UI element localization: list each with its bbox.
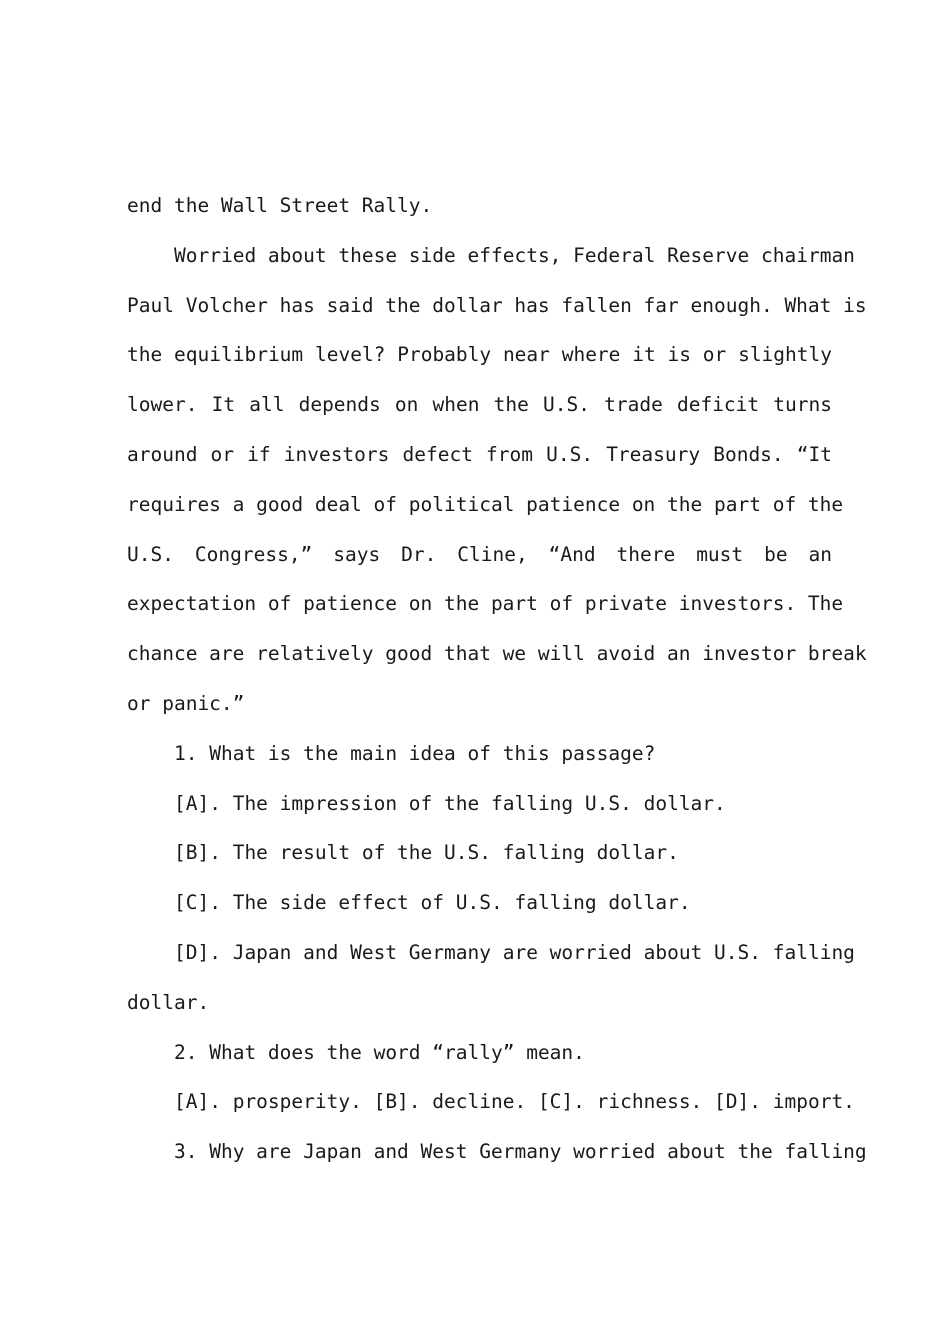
passage-line: Paul Volcher has said the dollar has fallen far enough. What is: [127, 293, 867, 317]
question-1-option-d-continued: dollar.: [127, 990, 210, 1014]
document-body: [127, 193, 867, 1189]
passage-line: expectation of patience on the part of private investors. The: [127, 592, 844, 616]
passage-line: Worried about these side effects, Federal Reserve chairman: [174, 243, 855, 267]
passage-line: the equilibrium level? Probably near where it is or slightly: [127, 343, 832, 367]
question-2-stem: 2. What does the word “rally” mean.: [174, 1040, 585, 1064]
passage-line: lower. It all depends on when the U.S. trade deficit turns: [127, 393, 832, 417]
question-1-option-b: [B]. The result of the U.S. falling dollar.: [174, 841, 679, 865]
question-1-option-a: [A]. The impression of the falling U.S. dollar.: [174, 791, 726, 815]
question-1-stem: 1. What is the main idea of this passage?: [174, 741, 656, 765]
passage-line: around or if investors defect from U.S. Treasury Bonds. “It: [127, 442, 832, 466]
passage-line: U.S. Congress,” says Dr. Cline, “And there must be an: [127, 542, 832, 566]
question-2-options: [A]. prosperity. [B]. decline. [C]. richness. [D]. import.: [174, 1090, 855, 1114]
passage-line: end the Wall Street Rally.: [127, 194, 433, 217]
question-1-option-d: [D]. Japan and West Germany are worried about U.S. falling: [174, 940, 855, 964]
passage-line: or panic.”: [127, 691, 245, 715]
question-3-stem: 3. Why are Japan and West Germany worried about the falling: [174, 1140, 867, 1164]
passage-line: chance are relatively good that we will avoid an investor break: [127, 642, 867, 666]
passage-line: requires a good deal of political patience on the part of the: [127, 492, 844, 516]
question-1-option-c: [C]. The side effect of U.S. falling dollar.: [174, 891, 691, 915]
